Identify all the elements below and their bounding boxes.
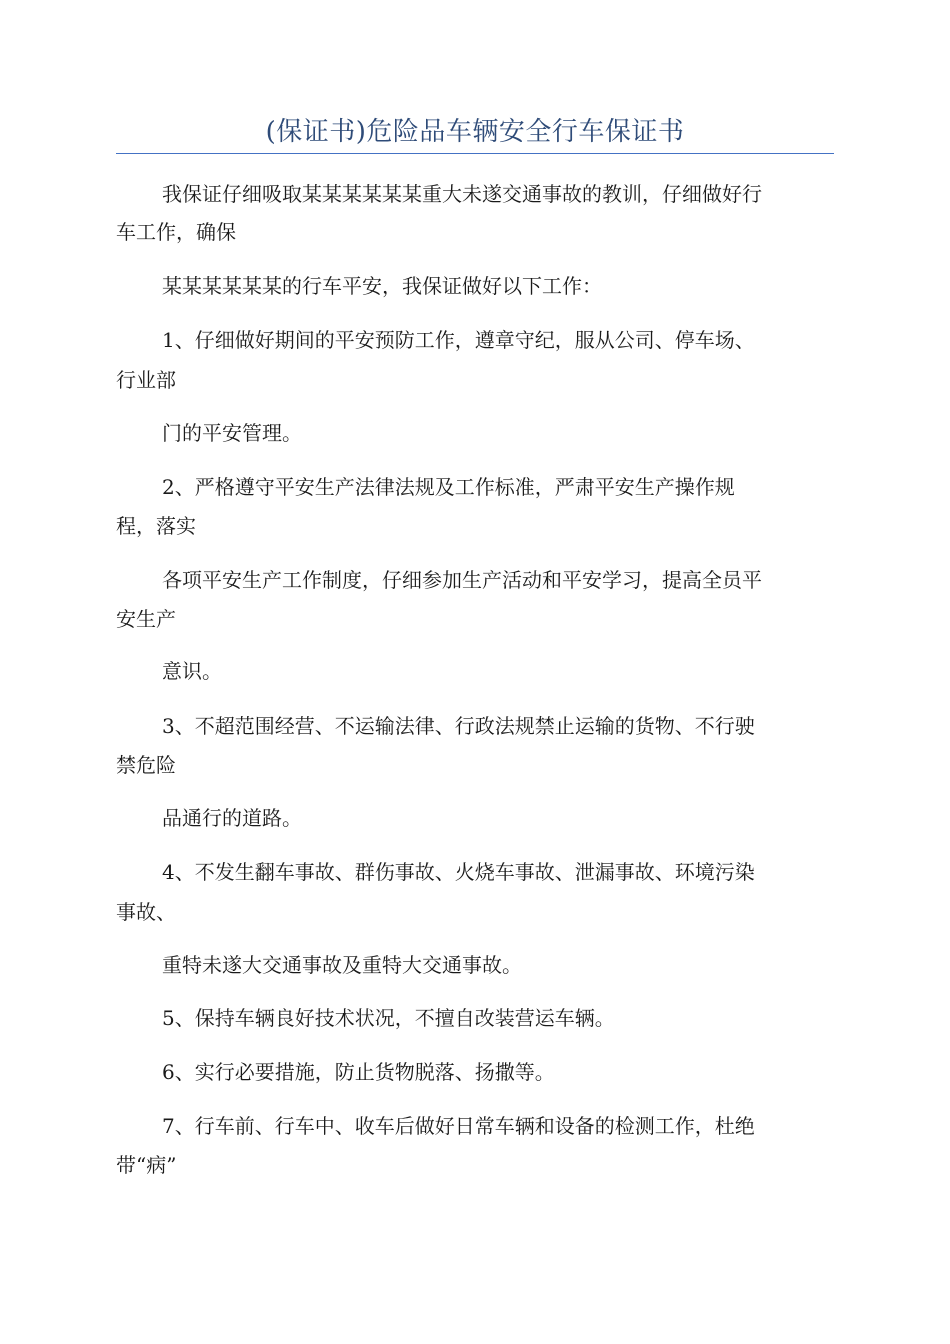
text-line: 6、实行必要措施，防止货物脱落、扬撒等。 (162, 1060, 555, 1084)
text-line: 4、不发生翻车事故、群伤事故、火烧车事故、泄漏事故、环境污染 (162, 860, 755, 884)
text-line: 7、行车前、行车中、收车后做好日常车辆和设备的检测工作，杜绝 (162, 1114, 755, 1138)
document-title: (保证书)危险品车辆安全行车保证书 (265, 117, 685, 147)
text-line: 品通行的道路。 (162, 806, 302, 830)
text-line: 事故、 (116, 900, 176, 924)
text-line: 行业部 (116, 368, 176, 392)
text-line: 2、严格遵守平安生产法律法规及工作标准，严肃平安生产操作规 (162, 475, 735, 499)
text-line: 禁危险 (116, 753, 176, 777)
text-line: 各项平安生产工作制度，仔细参加生产活动和平安学习，提高全员平 (162, 568, 762, 592)
title-underline (116, 153, 834, 154)
text-line: 我保证仔细吸取某某某某某某重大未遂交通事故的教训，仔细做好行 (162, 182, 762, 206)
text-line: 程，落实 (116, 514, 196, 538)
text-line: 某某某某某某的行车平安，我保证做好以下工作： (162, 274, 602, 298)
text-line: 重特未遂大交通事故及重特大交通事故。 (162, 953, 522, 977)
text-line: 门的平安管理。 (162, 421, 302, 445)
text-line: 安生产 (116, 607, 176, 631)
text-line: 车工作，确保 (116, 220, 236, 244)
text-line: 1、仔细做好期间的平安预防工作，遵章守纪，服从公司、停车场、 (162, 328, 755, 352)
text-line: 5、保持车辆良好技术状况，不擅自改装营运车辆。 (162, 1006, 615, 1030)
text-line: 带“病” (116, 1153, 177, 1177)
text-line: 意识。 (162, 659, 222, 683)
text-line: 3、不超范围经营、不运输法律、行政法规禁止运输的货物、不行驶 (162, 714, 755, 738)
